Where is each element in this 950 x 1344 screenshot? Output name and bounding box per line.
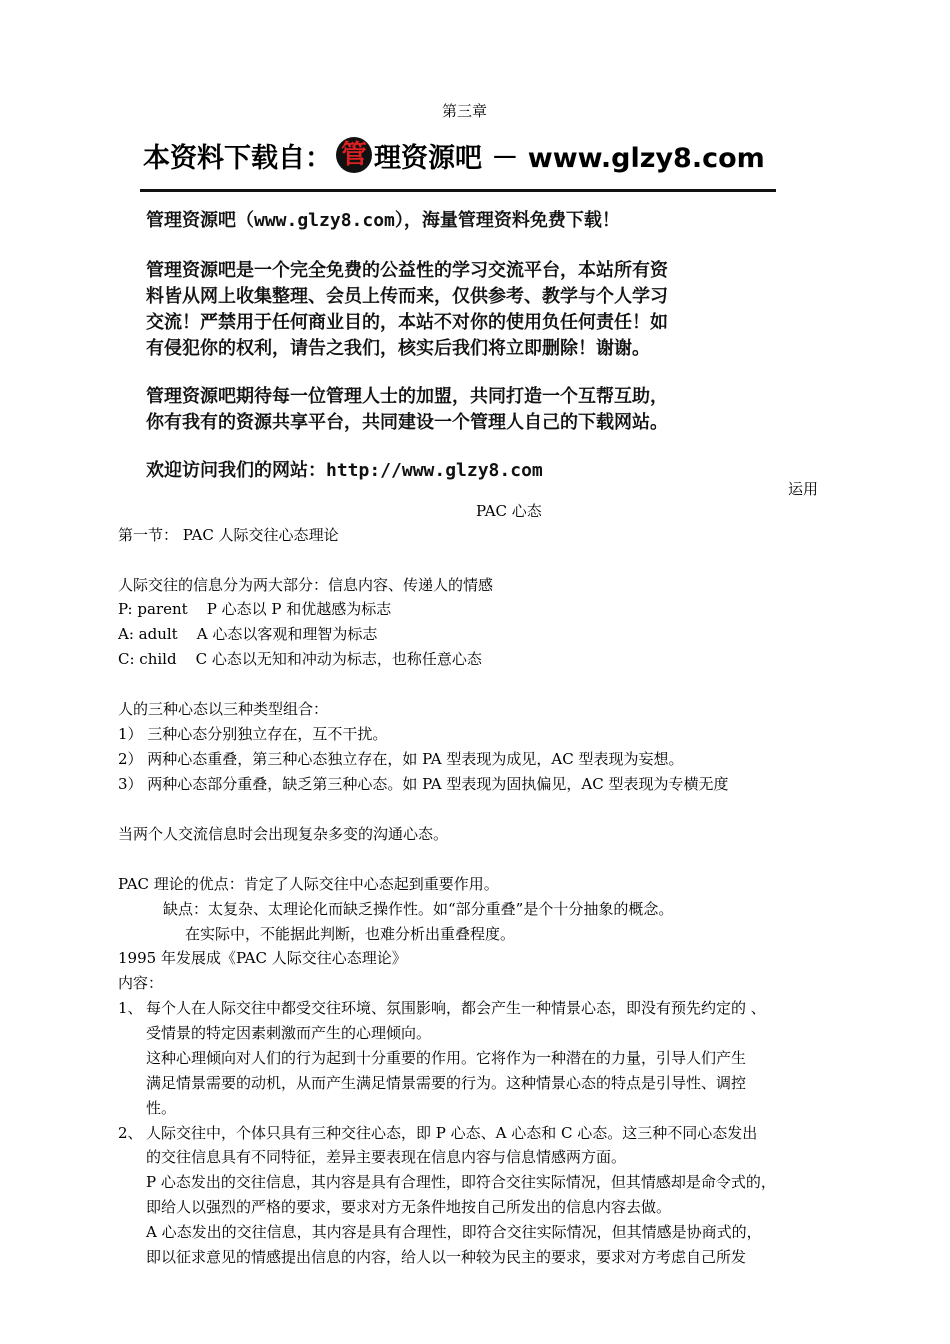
- list-item-line: 的交往信息具有不同特征，差异主要表现在信息内容与信息情感两方面。: [146, 1148, 627, 1166]
- title-word: 运用: [788, 480, 819, 498]
- list-item-line: 即给人以强烈的严格的要求，要求对方无条件地按自己所发出的信息内容去做。: [146, 1198, 672, 1216]
- definition-line: P: parent P 心态以 P 和优越感为标志: [118, 600, 392, 618]
- list-item-line: 每个人在人际交往中都受交往环境、氛围影响，都会产生一种情景心态，即没有预先约定的 、: [146, 999, 766, 1017]
- definition-line: A: adult A 心态以客观和理智为标志: [118, 625, 378, 643]
- doc-title: PAC 心态: [476, 502, 542, 520]
- banner-title: [143, 133, 765, 177]
- banner-para1-line: 有侵犯你的权利，请告之我们，核实后我们将立即删除！谢谢。: [146, 338, 650, 359]
- banner-title-suffix: 理资源吧 － www.glzy8.com: [374, 142, 765, 174]
- banner-para1-line: 交流！严禁用于任何商业目的，本站不对你的使用负任何责任！如: [146, 312, 668, 333]
- banner-para1-line: 料皆从网上收集整理、会员上传而来，仅供参考、教学与个人学习: [146, 286, 668, 307]
- demerit-text: 在实际中，不能据此判断，也难分析出重叠程度。: [185, 925, 516, 943]
- list-item-line: P 心态发出的交往信息，其内容是具有合理性，即符合交往实际情况，但其情感却是命令式的，: [146, 1173, 776, 1191]
- banner-para2-line: 管理资源吧期待每一位管理人士的加盟，共同打造一个互帮互助，: [146, 386, 668, 407]
- combo-item: 3） 两种心态部分重叠，缺乏第三种心态。如 PA 型表现为固执偏见，AC 型表现为专横无度: [118, 775, 729, 793]
- list-number: 2、: [118, 1124, 143, 1142]
- logo-icon: 管: [336, 137, 372, 173]
- list-item-line: 性。: [146, 1099, 177, 1117]
- banner-para1-line: 管理资源吧是一个完全免费的公益性的学习交流平台，本站所有资: [146, 260, 668, 281]
- list-item-line: 这种心理倾向对人们的行为起到十分重要的作用。它将作为一种潜在的力量，引导人们产生: [146, 1049, 747, 1067]
- intro-text: 人际交往的信息分为两大部分：信息内容、传递人的情感: [118, 576, 494, 594]
- list-item-line: 受情景的特定因素刺激而产生的心理倾向。: [146, 1024, 432, 1042]
- banner-title-prefix: 本资料下载自：: [143, 142, 332, 174]
- list-item-line: A 心态发出的交往信息，其内容是具有合理性，即符合交往实际情况，但其情感是协商式的，: [146, 1223, 762, 1241]
- combo-item: 2） 两种心态重叠，第三种心态独立存在，如 PA 型表现为成见，AC 型表现为妄想。: [118, 750, 684, 768]
- chapter-heading: 第三章: [442, 102, 488, 120]
- section-heading: 第一节： PAC 人际交往心态理论: [118, 526, 339, 544]
- banner-welcome: 欢迎访问我们的网站：http://www.glzy8.com: [146, 460, 543, 481]
- complex-text: 当两个人交流信息时会出现复杂多变的沟通心态。: [118, 825, 449, 843]
- list-item-line: 人际交往中，个体只具有三种交往心态，即 P 心态、A 心态和 C 心态。这三种不同心态发出: [146, 1124, 758, 1142]
- demerit-text: 缺点：太复杂、太理论化而缺乏操作性。如“部分重叠”是个十分抽象的概念。: [163, 900, 674, 918]
- list-number: 1、: [118, 999, 143, 1017]
- banner-line1: 管理资源吧（www.glzy8.com），海量管理资料免费下载！: [146, 210, 620, 231]
- banner-para2-line: 你有我有的资源共享平台，共同建设一个管理人自己的下载网站。: [146, 412, 668, 433]
- combo-title: 人的三种心态以三种类型组合：: [118, 700, 329, 718]
- merit-text: PAC 理论的优点：肯定了人际交往中心态起到重要作用。: [118, 875, 499, 893]
- banner-divider: [140, 189, 776, 192]
- list-item-line: 满足情景需要的动机，从而产生满足情景需要的行为。这种情景心态的特点是引导性、调控: [146, 1074, 747, 1092]
- list-item-line: 即以征求意见的情感提出信息的内容，给人以一种较为民主的要求，要求对方考虑自己所发: [146, 1248, 747, 1266]
- history-text: 1995 年发展成《PAC 人际交往心态理论》: [118, 949, 407, 967]
- definition-line: C: child C 心态以无知和冲动为标志，也称任意心态: [118, 650, 482, 668]
- content-label: 内容：: [118, 974, 164, 992]
- combo-item: 1） 三种心态分别独立存在，互不干扰。: [118, 725, 388, 743]
